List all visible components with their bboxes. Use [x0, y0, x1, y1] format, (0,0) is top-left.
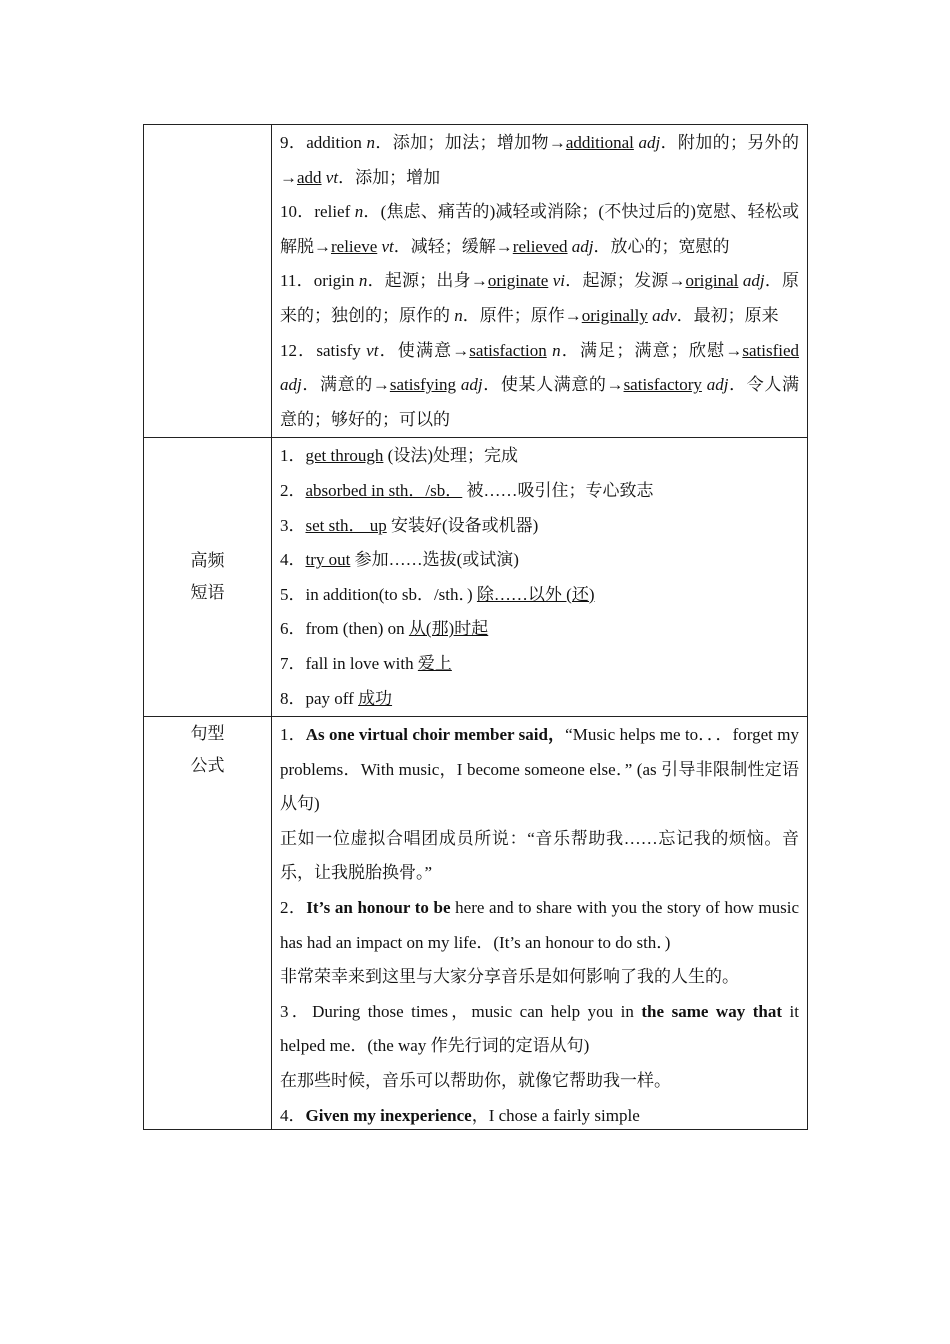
- answer-text: additional: [565, 133, 634, 152]
- item-text: 安装好(设备或机器): [386, 515, 539, 535]
- item-text: 在那些时候，音乐可以帮助你，就像它帮助我一样。: [280, 1071, 671, 1091]
- pattern-list: [272, 717, 807, 1129]
- item-number: 3．: [280, 515, 306, 535]
- phrase-entry: [280, 543, 799, 578]
- item-text: During those times，music can help you in: [312, 1001, 642, 1021]
- item-text: ．附加的；另外的→: [280, 133, 800, 187]
- item-text: ．原件；原作→: [462, 305, 582, 325]
- key-structure: As one virtual choir member said，: [305, 725, 566, 745]
- item-text: ．(焦虑、痛苦的)减轻或消除；(不快过后的)宽慰、轻松或解脱→: [280, 202, 800, 256]
- item-text: origin: [313, 271, 359, 291]
- item-text: ．使满意→: [378, 340, 470, 360]
- item-number: 4．: [280, 550, 306, 570]
- item-text: ．令人满意的；够好的；可以的: [280, 375, 800, 429]
- item-text: ．减轻；缓解→: [393, 236, 513, 256]
- phrases-label-line-2: 短语: [190, 583, 225, 604]
- item-text: vt: [381, 236, 394, 256]
- item-number: 10．: [280, 202, 315, 222]
- answer-text: 成功: [358, 688, 393, 708]
- item-text: ．起源；出身→: [367, 271, 488, 291]
- item-number: 12．: [280, 340, 317, 360]
- pattern-entry: [280, 995, 799, 1064]
- item-text: ．放心的；宽慰的: [593, 236, 730, 256]
- item-text: fall in love with: [305, 653, 418, 673]
- item-text: in addition(to sb．/sth．): [305, 584, 477, 604]
- answer-text: 除……以外 (还): [476, 584, 595, 604]
- item-text: satisfy: [316, 340, 367, 360]
- answer-text: satisfying: [389, 375, 456, 395]
- item-text: 参加……选拔(或试演): [350, 550, 519, 570]
- vocab-list: [272, 125, 807, 437]
- phrases-label-line-1: 高频: [190, 551, 225, 572]
- notes-table: [143, 124, 808, 1130]
- vocab-label-cell: [144, 125, 272, 438]
- item-text: adj: [706, 375, 729, 395]
- item-text: “Music helps me to．．．forget my problems．With music，I become someone else．” (as 引导非限制性定语从句): [280, 725, 799, 814]
- phrase-list: [272, 438, 807, 716]
- pattern-entry: [280, 718, 799, 822]
- patterns-row: [144, 717, 808, 1130]
- item-text: ．满意的→: [301, 375, 390, 395]
- answer-text: 爱上: [417, 653, 452, 673]
- pattern-entry: [280, 960, 799, 995]
- patterns-label-line-2: 公式: [190, 756, 225, 777]
- item-text: n: [358, 271, 368, 291]
- item-text: adj: [460, 375, 483, 395]
- item-number: 7．: [280, 653, 306, 673]
- answer-text: originate: [487, 271, 549, 291]
- item-number: 4．: [280, 1105, 306, 1125]
- item-text: ．添加；增加: [338, 167, 441, 187]
- item-text: ．起源；发源→: [565, 271, 686, 291]
- answer-text: originally: [581, 305, 648, 325]
- vocab-entry: [280, 334, 799, 438]
- item-number: 11．: [280, 271, 314, 291]
- item-text: 被……吸引住；专心致志: [462, 480, 654, 500]
- pattern-entry: [280, 822, 799, 891]
- item-number: 1．: [280, 725, 306, 745]
- item-text: relief: [314, 202, 355, 222]
- item-text: ，I chose a fairly simple: [471, 1105, 640, 1125]
- item-text: ．添加；加法；增加物→: [375, 133, 566, 152]
- answer-text: satisfied: [742, 340, 800, 360]
- phrase-entry: [280, 682, 799, 717]
- item-text: 非常荣幸来到这里与大家分享音乐是如何影响了我的人生的。: [280, 967, 739, 987]
- item-text: adj: [280, 375, 302, 395]
- item-text: 正如一位虚拟合唱团成员所说：“音乐帮助我……忘记我的烦恼。音乐，让我脱胎换骨。”: [280, 828, 799, 883]
- vocab-cell: [272, 125, 808, 438]
- item-text: vt: [325, 167, 339, 187]
- item-number: 9．: [280, 133, 307, 152]
- key-structure: Given my inexperience: [305, 1105, 472, 1125]
- item-text: ．使某人满意的→: [482, 375, 624, 395]
- item-text: vt: [366, 340, 379, 360]
- phrase-entry: [280, 578, 799, 613]
- phrases-cell: [272, 438, 808, 717]
- phrase-entry: [280, 474, 799, 509]
- item-number: 6．: [280, 619, 306, 639]
- answer-text: satisfaction: [469, 340, 547, 360]
- vocab-entry: [280, 126, 799, 195]
- item-text: from (then) on: [305, 619, 409, 639]
- patterns-cell: [272, 717, 808, 1130]
- item-number: 2．: [280, 898, 307, 918]
- phrases-label-cell: [144, 438, 272, 717]
- answer-text: set sth． up: [305, 515, 387, 535]
- item-text: (设法)处理；完成: [383, 446, 518, 466]
- answer-text: original: [685, 271, 739, 291]
- item-text: ．最初；原来: [676, 305, 779, 325]
- item-text: n: [552, 340, 561, 360]
- phrase-entry: [280, 612, 799, 647]
- pattern-entry: [280, 1099, 799, 1129]
- item-text: adv: [652, 305, 677, 325]
- answer-text: relieve: [331, 236, 378, 256]
- item-number: 8．: [280, 688, 306, 708]
- pattern-entry: [280, 1064, 799, 1099]
- vocab-entry: [280, 264, 799, 333]
- item-text: ．满足；满意；欣慰→: [560, 340, 743, 360]
- item-text: adj: [638, 133, 661, 152]
- pattern-entry: [280, 891, 799, 960]
- vocab-entry: [280, 195, 799, 264]
- item-text: n: [366, 133, 376, 152]
- vocab-row: [144, 125, 808, 438]
- answer-text: 从(那)时起: [408, 619, 489, 639]
- key-structure: It’s an honour to be: [306, 898, 451, 918]
- item-number: 3．: [280, 1001, 313, 1021]
- item-text: ．原来的；独创的；原作的: [280, 271, 800, 325]
- phrases-row: [144, 438, 808, 717]
- answer-text: absorbed in sth．/sb．: [305, 480, 463, 500]
- patterns-label-cell: [144, 717, 272, 1130]
- answer-text: add: [297, 167, 322, 187]
- item-number: 5．: [280, 584, 306, 604]
- phrase-entry: [280, 509, 799, 544]
- patterns-label-line-1: 句型: [190, 724, 225, 745]
- item-text: n: [454, 305, 463, 325]
- answer-text: get through: [305, 446, 384, 466]
- item-text: addition: [306, 133, 367, 152]
- answer-text: relieved: [512, 236, 568, 256]
- item-number: 1．: [280, 446, 306, 466]
- item-text: here and to share with you the story of how music has had an impact on my life．(It’s an honour to do sth．): [280, 898, 800, 952]
- item-text: it helped me．(the way 作先行词的定语从句): [280, 1001, 799, 1056]
- item-text: pay off: [305, 688, 359, 708]
- item-number: 2．: [280, 480, 306, 500]
- answer-text: try out: [305, 550, 351, 570]
- key-structure: the same way that: [641, 1001, 783, 1021]
- item-text: n: [354, 202, 364, 222]
- phrase-entry: [280, 647, 799, 682]
- phrase-entry: [280, 439, 799, 474]
- answer-text: satisfactory: [623, 375, 702, 395]
- item-text: vi: [552, 271, 566, 291]
- item-text: adj: [571, 236, 594, 256]
- item-text: adj: [742, 271, 765, 291]
